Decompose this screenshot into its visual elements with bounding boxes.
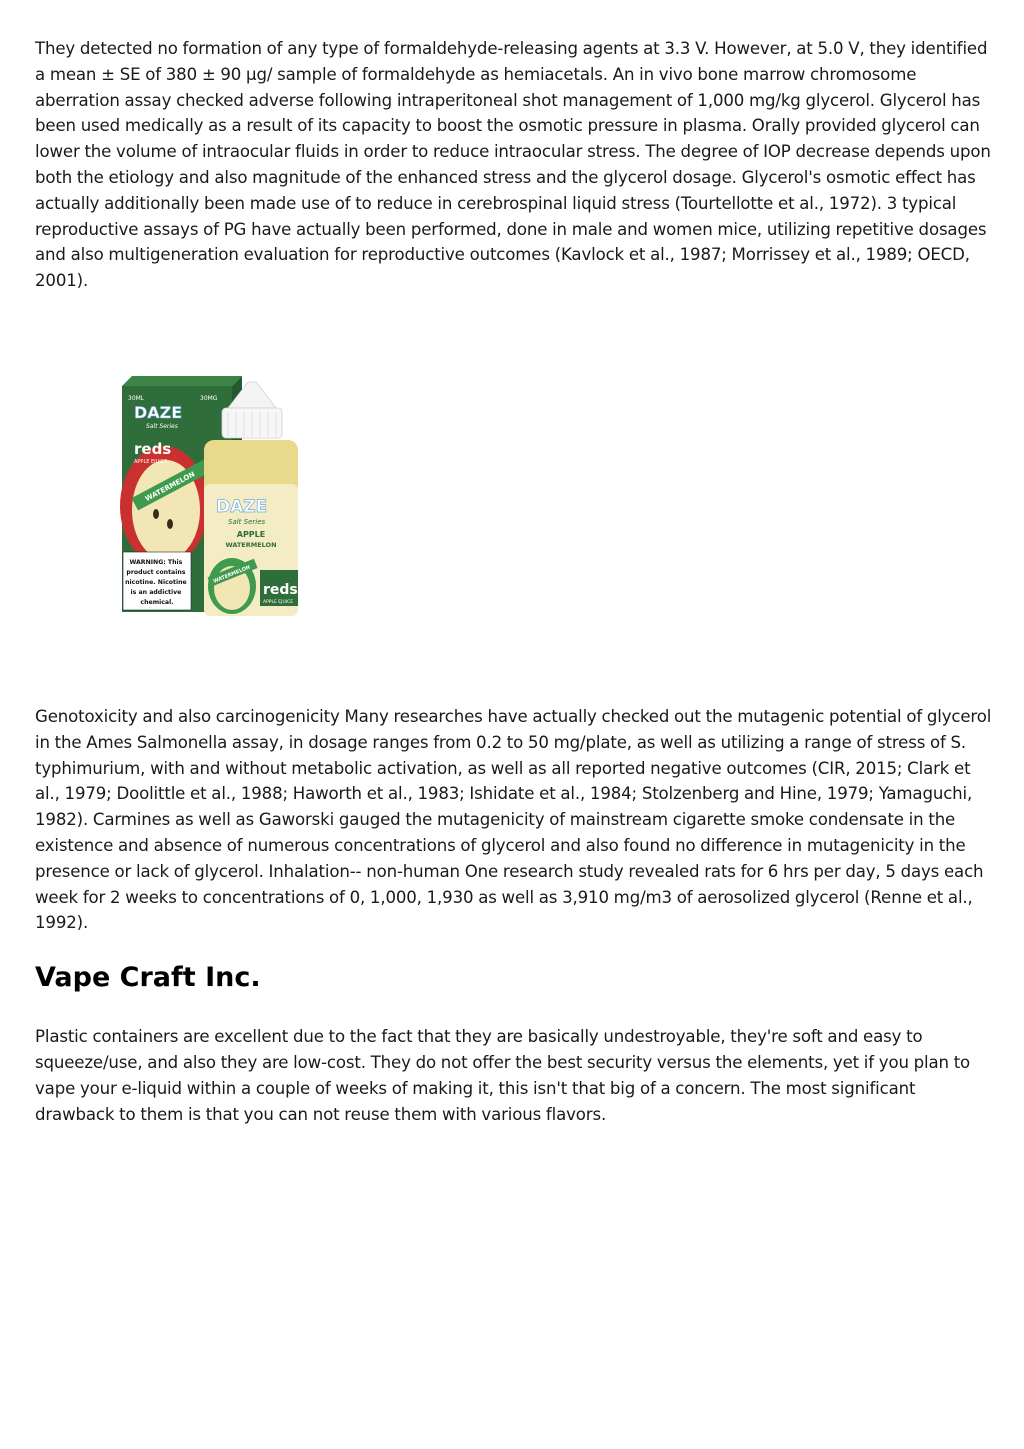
bottle-series-label: Salt Series (228, 517, 266, 526)
document-page (35, 36, 995, 1127)
bottle-flavor-band: WATERMELON (212, 564, 252, 585)
box-series-label: Salt Series (146, 422, 178, 430)
box-warning-text: WARNING: This product contains nicotine. Nicotine is an addictive chemical. (125, 558, 187, 606)
paragraph-formaldehyde-glycerol: They detected no formation of any type of formaldehyde-releasing agents at 3.3 V. However, at 5.0 V, they identified a mean ± SE of 380 ± 90 μg/ sample of formaldehyde as hemiacetals. An in vivo bone marrow chromosome aberration assay checked adverse following intraperitoneal shot management of 1,000 mg/kg glycerol. Glycerol has been used medically as a result of its capacity to boost the osmotic pressure in plasma. Orally provided glycerol can lower the volume of intraocular fluids in order to reduce intraocular stress. The degree of IOP decrease depends upon both the etiology and also magnitude of the enhanced stress and the glycerol dosage. Glycerol's osmotic effect has actually additionally been made use of to reduce in cerebrospinal liquid stress (Tourtellotte et al., 1972). 3 typical reproductive assays of PG have actually been performed, done in male and women mice, utilizing repetitive dosages and also multigeneration evaluation for reproductive outcomes (Kavlock et al., 1987; Morrissey et al., 1989; OECD, 2001). (35, 39, 991, 291)
bottle-flavor-2: WATERMELON (225, 540, 277, 549)
paragraph-plastic-containers: Plastic containers are excellent due to the fact that they are basically undestroyable, they're soft and easy to squeeze/use, and also they are low-cost. They do not offer the best security versus the elements, yet if you plan to vape your e-liquid within a couple of weeks of making it, this isn't that big of a concern. The most significant drawback to them is that you can not reuse them with various flavors. (35, 1027, 971, 1124)
paragraph-genotoxicity: Genotoxicity and also carcinogenicity Many researches have actually checked out the mutagenic potential of glycerol in the Ames Salmonella assay, in dosage ranges from 0.2 to 50 mg/plate, as well as utilizing a range of stress of S. typhimurium, with and without metabolic activation, as well as all reported negative outcomes (CIR, 2015; Clark et al., 1979; Doolittle et al., 1988; Haworth et al., 1983; Ishidate et al., 1984; Stolzenberg and Hine, 1979; Yamaguchi, 1982). Carmines as well as Gaworski gauged the mutagenicity of mainstream cigarette smoke condensate in the existence and absence of numerous concentrations of glycerol and also found no difference in mutagenicity in the presence or lack of glycerol. Inhalation-- non-human One research study revealed rats for 6 hrs per day, 5 days each week for 2 weeks to concentrations of 0, 1,000, 1,930 as well as 3,910 mg/m3 of aerosolized glycerol (Renne et al., 1992). (35, 706, 992, 933)
bottle-brand-logo: DAZE (216, 496, 268, 517)
box-strength-label: 30MG (200, 394, 218, 402)
product-image-daze-reds (120, 374, 300, 624)
box-line-sub: APPLE EJUICE (134, 458, 168, 465)
box-brand-logo: DAZE (134, 402, 183, 422)
box-line-logo: reds (134, 439, 172, 458)
eliquid-box-and-bottle-illustration (120, 374, 300, 624)
bottle-flavor-1: APPLE (236, 529, 266, 539)
bottle-line-logo: reds (263, 581, 298, 598)
box-volume-label: 30ML (128, 394, 145, 402)
section-heading: Vape Craft Inc. (35, 962, 261, 994)
box-flavor-band: WATERMELON (143, 470, 197, 503)
bottle-line-sub: APPLE EJUICE (263, 599, 294, 605)
